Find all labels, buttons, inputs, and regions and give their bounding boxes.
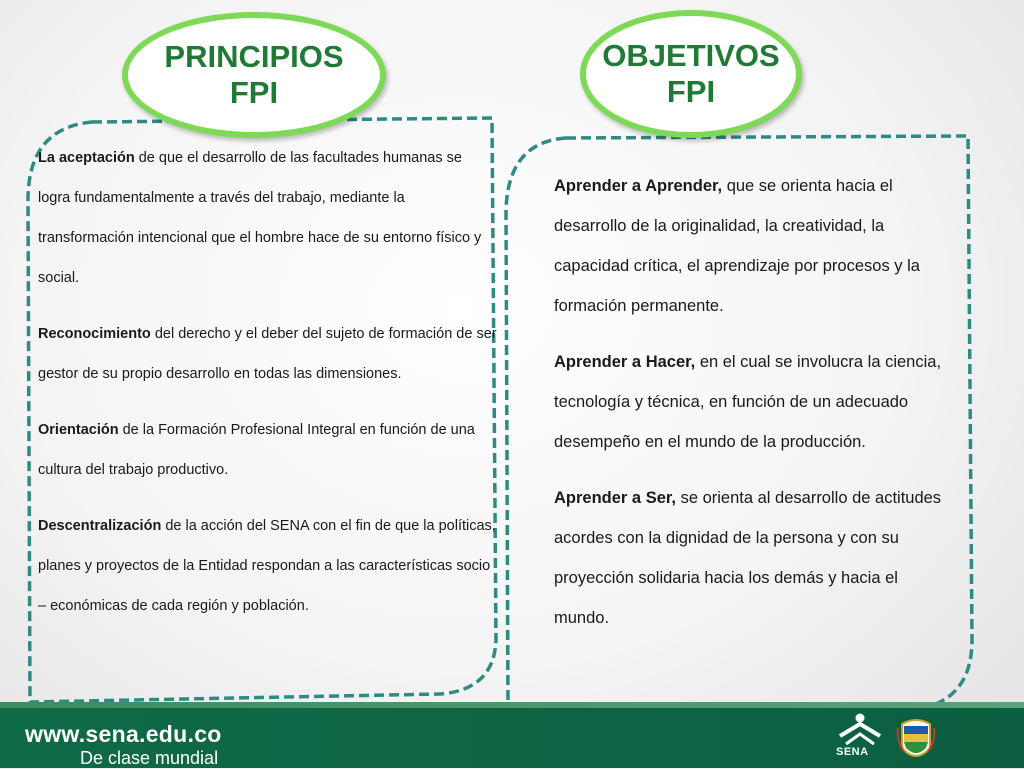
principle-description: de la Formación Profesional Integral en función de una cultura del trabajo productivo. <box>38 422 475 478</box>
objective-term: Aprender a Hacer, <box>554 353 696 371</box>
principle-term: Descentralización <box>38 518 162 534</box>
objective-item <box>554 478 949 638</box>
principle-description: del derecho y el deber del sujeto de formación de ser gestor de su propio desarrollo en todas las dimensiones. <box>38 326 497 382</box>
footer-tagline: De clase mundial <box>80 748 219 768</box>
principle-description: de la acción del SENA con el fin de que la políticas, planes y proyectos de la Entidad respondan a las características socio – económicas de cada región y población. <box>38 518 496 614</box>
objective-term: Aprender a Ser, <box>554 489 676 507</box>
objectives-list <box>554 166 949 638</box>
principle-description: de que el desarrollo de las facultades humanas se logra fundamentalmente a través del trabajo, mediante la transformación intencional que el hombre hace de su entorno físico y social. <box>38 150 482 286</box>
objetivos-title-line-1: OBJETIVOS <box>602 38 780 74</box>
objetivos-title <box>580 10 802 138</box>
principios-title <box>122 12 386 138</box>
sena-logo-text: SENA <box>836 746 869 758</box>
footer-url-link[interactable]: www.sena.edu.co <box>25 721 222 747</box>
principles-list <box>38 138 498 626</box>
principle-term: La aceptación <box>38 150 135 166</box>
principle-term: Reconocimiento <box>38 326 151 342</box>
sena-logo-icon <box>832 712 888 748</box>
principle-term: Orientación <box>38 422 119 438</box>
principle-item <box>38 138 498 298</box>
objective-description: se orienta al desarrollo de actitudes acordes con la dignidad de la persona y con su proyección solidaria hacia los demás y hacia el mundo. <box>554 489 942 627</box>
objective-item <box>554 342 949 462</box>
objective-item <box>554 166 949 326</box>
objective-description: que se orienta hacia el desarrollo de la originalidad, la creatividad, la capacidad crítica, el aprendizaje por procesos y la formación permanente. <box>554 177 920 315</box>
objective-term: Aprender a Aprender, <box>554 177 723 195</box>
principle-item <box>38 506 498 626</box>
objective-description: en el cual se involucra la ciencia, tecnología y técnica, en función de un adecuado desempeño en el mundo de la producción. <box>554 353 942 451</box>
principios-title-line-1: PRINCIPIOS <box>164 39 344 75</box>
principios-title-line-2: FPI <box>229 75 279 110</box>
colombia-coat-of-arms-icon <box>896 718 936 766</box>
objetivos-title-line-2: FPI <box>666 74 716 109</box>
principle-item <box>38 410 498 490</box>
principle-item <box>38 314 498 394</box>
